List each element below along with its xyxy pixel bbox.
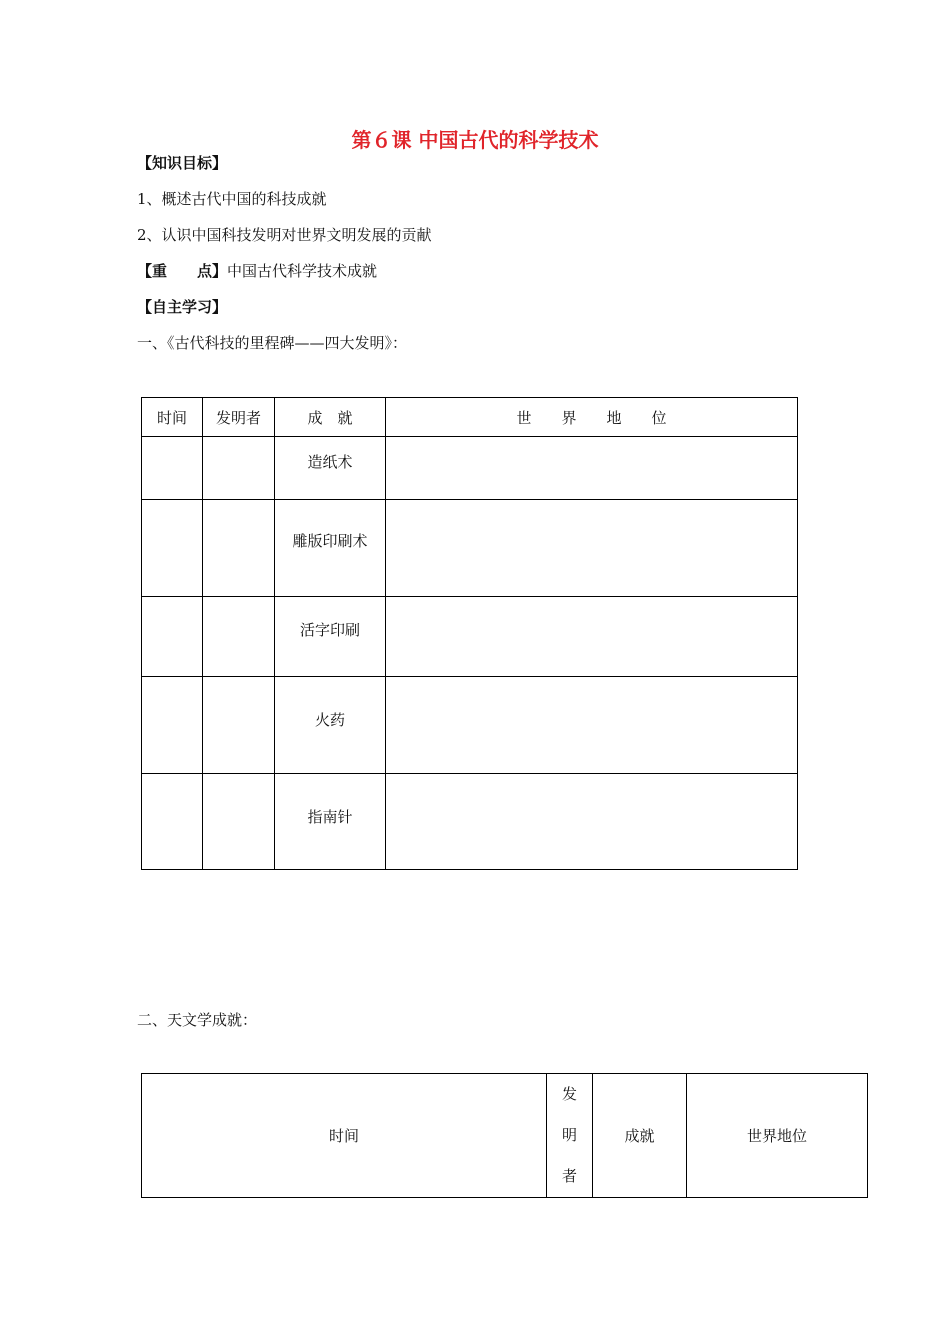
key-point-text: 中国古代科学技术成就	[227, 262, 378, 280]
header-world-status: 世界地位	[687, 1074, 868, 1198]
inventor-char: 明	[561, 1126, 577, 1144]
time-cell[interactable]	[142, 774, 203, 870]
header-achievement: 成 就	[275, 398, 386, 437]
inventor-cell[interactable]	[203, 437, 275, 500]
key-point	[137, 260, 377, 281]
header-world-status: 世 界 地 位	[386, 398, 798, 437]
achievement-cell: 雕版印刷术	[275, 500, 386, 597]
table-row	[142, 597, 798, 677]
inventor-cell[interactable]	[203, 597, 275, 677]
world-status-cell[interactable]	[386, 597, 798, 677]
inventor-cell[interactable]	[203, 500, 275, 597]
objectives-heading: 【知识目标】	[137, 154, 228, 172]
key-point-label: 【重 点】	[137, 262, 228, 280]
table-row	[142, 774, 798, 870]
inventor-char: 发	[561, 1085, 577, 1103]
header-time: 时间	[142, 398, 203, 437]
header-achievement: 成就	[593, 1074, 687, 1198]
world-status-cell[interactable]	[386, 677, 798, 774]
inventor-cell[interactable]	[203, 774, 275, 870]
header-inventor	[547, 1074, 593, 1198]
astronomy-table	[141, 1073, 868, 1198]
header-time: 时间	[142, 1074, 547, 1198]
world-status-cell[interactable]	[386, 500, 798, 597]
time-cell[interactable]	[142, 437, 203, 500]
achievement-cell: 火药	[275, 677, 386, 774]
four-inventions-table	[141, 397, 798, 870]
time-cell[interactable]	[142, 677, 203, 774]
time-cell[interactable]	[142, 597, 203, 677]
inventor-char: 者	[561, 1167, 577, 1185]
table-header-row	[142, 1074, 868, 1198]
world-status-cell[interactable]	[386, 437, 798, 500]
table-header-row	[142, 398, 798, 437]
inventor-cell[interactable]	[203, 677, 275, 774]
section2-heading: 二、天文学成就：	[137, 1011, 258, 1029]
time-cell[interactable]	[142, 500, 203, 597]
achievement-cell: 造纸术	[275, 437, 386, 500]
header-inventor: 发明者	[203, 398, 275, 437]
achievement-cell: 指南针	[275, 774, 386, 870]
table-row	[142, 677, 798, 774]
section1-heading: 一、《古代科技的里程碑——四大发明》：	[137, 334, 408, 352]
table-row	[142, 500, 798, 597]
achievement-cell: 活字印刷	[275, 597, 386, 677]
world-status-cell[interactable]	[386, 774, 798, 870]
page-title: 第６课 中国古代的科学技术	[351, 128, 599, 152]
objective-1: 1、概述古代中国的科技成就	[137, 190, 327, 208]
table-row	[142, 437, 798, 500]
objective-2: 2、认识中国科技发明对世界文明发展的贡献	[137, 226, 432, 244]
self-study-heading: 【自主学习】	[137, 298, 228, 316]
